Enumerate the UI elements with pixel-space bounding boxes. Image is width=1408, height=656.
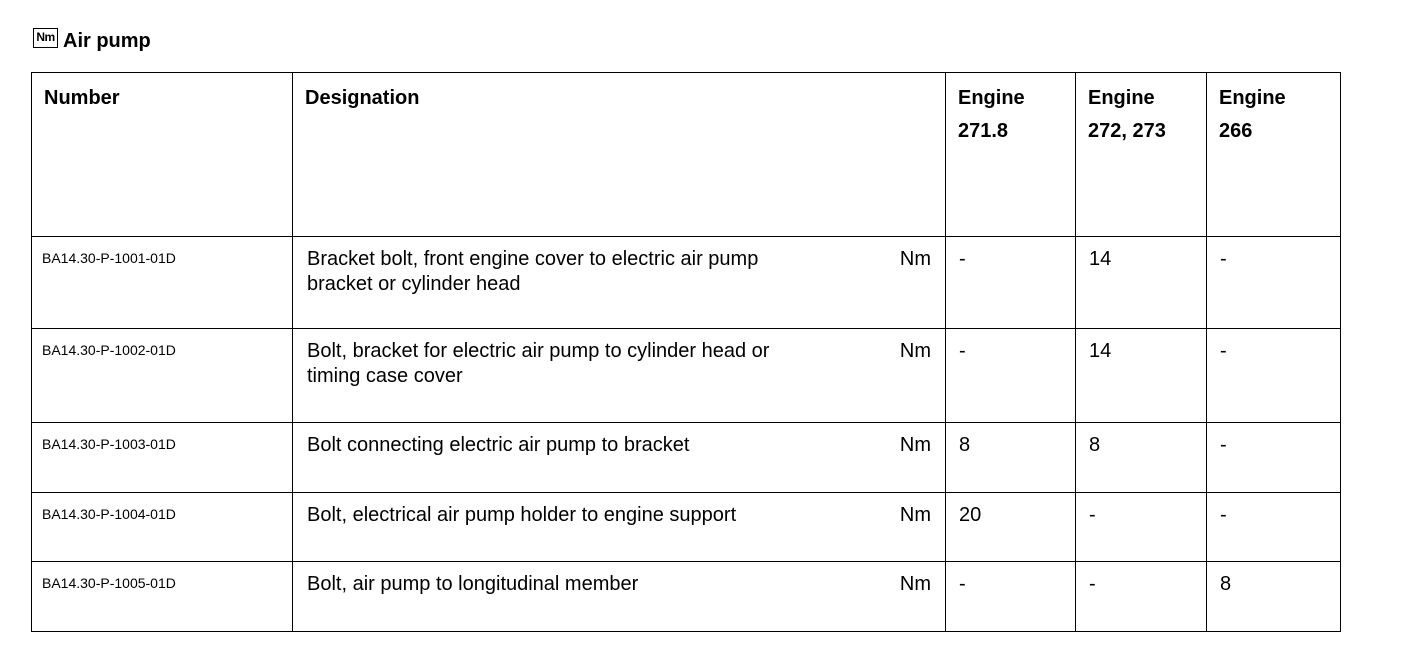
section-title	[33, 27, 151, 55]
table-row	[32, 562, 1341, 632]
table-header-row	[32, 73, 1341, 237]
row-unit: Nm	[899, 248, 931, 270]
header-engine-272-line1: Engine	[1088, 87, 1155, 109]
row-designation: Bolt, bracket for electric air pump to cylinder head or timing case cover	[307, 340, 770, 387]
row-unit: Nm	[899, 434, 931, 456]
row-designation-cell	[293, 237, 946, 329]
table-row	[32, 237, 1341, 329]
row-value-engine-266: -	[1207, 237, 1341, 329]
header-engine-271-line1: Engine	[958, 87, 1025, 109]
row-value-engine-271: 8	[946, 423, 1076, 493]
row-value-engine-266: -	[1207, 329, 1341, 423]
row-number: BA14.30-P-1005-01D	[32, 562, 293, 632]
row-designation: Bolt, air pump to longitudinal member	[307, 573, 639, 595]
table-row	[32, 493, 1341, 562]
torque-spec-table	[31, 72, 1341, 632]
row-designation-cell	[293, 493, 946, 562]
row-value-engine-272: 8	[1076, 423, 1207, 493]
row-unit: Nm	[899, 340, 931, 362]
row-value-engine-266: -	[1207, 493, 1341, 562]
row-designation: Bolt connecting electric air pump to bracket	[307, 434, 690, 456]
header-engine-266-line2: 266	[1219, 120, 1253, 142]
row-value-engine-272: -	[1076, 493, 1207, 562]
header-engine-271-line2: 271.8	[958, 120, 1009, 142]
header-number: Number	[32, 73, 293, 237]
header-engine-266	[1207, 73, 1341, 237]
row-value-engine-271: -	[946, 329, 1076, 423]
row-designation-cell	[293, 423, 946, 493]
row-designation: Bolt, electrical air pump holder to engine support	[307, 504, 737, 526]
row-value-engine-271: -	[946, 562, 1076, 632]
row-unit: Nm	[899, 504, 931, 526]
section-title-text: Air pump	[63, 29, 151, 52]
row-value-engine-271: -	[946, 237, 1076, 329]
row-unit: Nm	[899, 573, 931, 595]
row-number: BA14.30-P-1002-01D	[32, 329, 293, 423]
row-value-engine-272: -	[1076, 562, 1207, 632]
row-value-engine-266: 8	[1207, 562, 1341, 632]
row-number: BA14.30-P-1004-01D	[32, 493, 293, 562]
row-designation-cell	[293, 329, 946, 423]
header-engine-266-line1: Engine	[1219, 87, 1286, 109]
row-number: BA14.30-P-1001-01D	[32, 237, 293, 329]
row-value-engine-271: 20	[946, 493, 1076, 562]
row-designation: Bracket bolt, front engine cover to electric air pump bracket or cylinder head	[307, 248, 759, 295]
header-designation: Designation	[293, 73, 946, 237]
row-value-engine-272: 14	[1076, 329, 1207, 423]
table-row	[32, 423, 1341, 493]
row-value-engine-272: 14	[1076, 237, 1207, 329]
header-engine-272-line2: 272, 273	[1088, 120, 1166, 142]
row-value-engine-266: -	[1207, 423, 1341, 493]
table-row	[32, 329, 1341, 423]
header-engine-272	[1076, 73, 1207, 237]
torque-nm-icon: Nm	[33, 28, 58, 48]
header-engine-271	[946, 73, 1076, 237]
row-number: BA14.30-P-1003-01D	[32, 423, 293, 493]
row-designation-cell	[293, 562, 946, 632]
